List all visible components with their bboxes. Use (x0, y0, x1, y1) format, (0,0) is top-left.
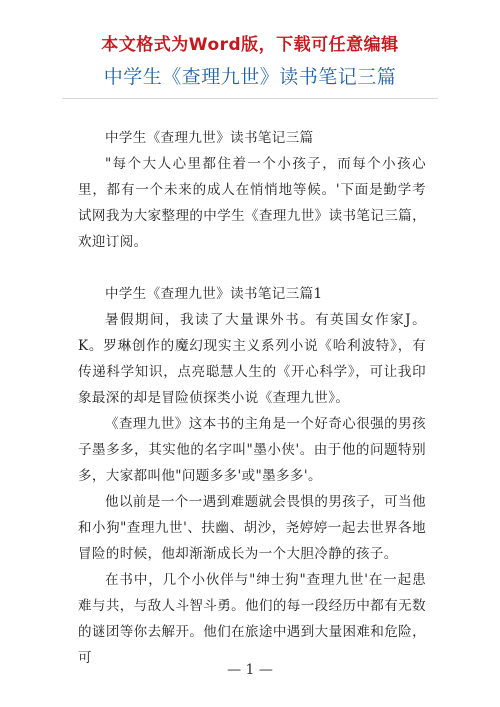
essay-paragraph: 暑假期间，我读了大量课外书。有英国女作家J。K。罗琳创作的魔幻现实主义系列小说《哈利波特》，有传递科学知识，点亮聪慧人生的《开心科学》，可让我印象最深的却是冒险侦探类小说《查理九世》。 (78, 312, 426, 406)
essay-paragraph: 他以前是一个一遇到难题就会畏惧的男孩子，可当他和小狗"查理九世'、扶幽、胡沙，尧婷婷一起去世界各地冒险的时候，他却渐渐成长为一个大胆冷静的孩子。 (78, 494, 426, 562)
essay-paragraph: 在书中，几个小伙伴与"绅士狗"查理九世'在一起患难与共，与敌人斗智斗勇。他们的每一段经历中都有无数的谜团等你去解开。他们在旅途中遇到大量困难和危险，可 (78, 572, 426, 666)
document-body (78, 125, 426, 671)
essay-heading: 中学生《查理九世》读书笔记三篇1 (105, 286, 323, 302)
essay-paragraph: 《查理九世》这本书的主角是一个好奇心很强的男孩子墨多多，其实他的名字叫"墨小侠'。由于他的问题特别多，大家都叫他"问题多多'或"墨多多'。 (78, 416, 426, 484)
page-number: — 1 — (227, 662, 273, 678)
download-banner: 本文格式为Word版，下载可任意编辑 (101, 35, 399, 55)
intro-paragraph: "每个大人心里都住着一个小孩子，而每个小孩心里，都有一个未来的成人在悄悄地等候。'下面是勤学考试网我为大家整理的中学生《查理九世》读书笔记三篇，欢迎订阅。 (78, 156, 426, 250)
title-divider (62, 98, 438, 99)
section-heading: 中学生《查理九世》读书笔记三篇 (105, 130, 314, 146)
document-title: 中学生《查理九世》读书笔记三篇 (103, 66, 397, 88)
paragraph-gap (78, 255, 426, 281)
